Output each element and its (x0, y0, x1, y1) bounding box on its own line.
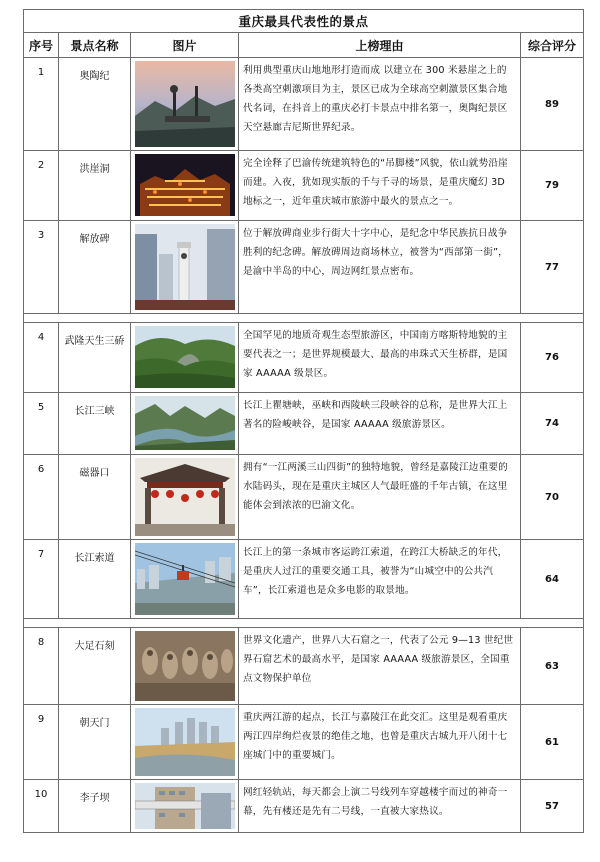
score-value: 89 (521, 58, 584, 151)
table-row (24, 393, 584, 455)
row-number: 9 (24, 705, 59, 780)
header-score: 综合评分 (521, 33, 584, 58)
table-row (24, 323, 584, 393)
score-value: 79 (521, 151, 584, 221)
header-num: 序号 (24, 33, 59, 58)
table-row (24, 455, 584, 540)
row-number: 6 (24, 455, 59, 540)
score-value: 70 (521, 455, 584, 540)
table-row (24, 540, 584, 619)
attraction-name: 解放碑 (59, 221, 131, 314)
score-value: 76 (521, 323, 584, 393)
reason-text: 全国罕见的地质奇观生态型旅游区，中国南方喀斯特地貌的主要代表之一；是世界规模最大、最高的串珠式天生桥群，是国家 AAAAA 级景区。 (239, 323, 521, 393)
reason-text: 拥有“一江两溪三山四街”的独特地貌，曾经是嘉陵江边重要的水陆码头，现在是重庆主城区人气最旺盛的千年古镇，在这里能体会到浓浓的巴渝文化。 (239, 455, 521, 540)
table-row (24, 705, 584, 780)
row-number: 4 (24, 323, 59, 393)
table-row (24, 151, 584, 221)
chaotianmen-photo (135, 708, 235, 776)
attraction-name: 朝天门 (59, 705, 131, 780)
table-row (24, 628, 584, 705)
three-gorges-photo (135, 396, 235, 450)
section-gap (24, 314, 584, 323)
reason-text: 网红轻轨站，每天都会上演二号线列车穿越楼宇而过的神奇一幕，先有楼还是先有二号线，一直被大家热议。 (239, 780, 521, 833)
row-number: 1 (24, 58, 59, 151)
table-row (24, 780, 584, 833)
dazu-rock-carvings-photo (135, 631, 235, 701)
attraction-name: 奥陶纪 (59, 58, 131, 151)
liziba-monorail-photo (135, 783, 235, 829)
reason-text: 世界文化遗产，世界八大石窟之一，代表了公元 9—13 世纪世界石窟艺术的最高水平，是国家 AAAAA 级旅游景区，全国重点文物保护单位 (239, 628, 521, 705)
header-pic: 图片 (131, 33, 239, 58)
row-number: 3 (24, 221, 59, 314)
jiefangbei-photo (135, 224, 235, 310)
attraction-name: 长江三峡 (59, 393, 131, 455)
ordovician-park-photo (135, 61, 235, 147)
header-reason: 上榜理由 (239, 33, 521, 58)
table-row (24, 221, 584, 314)
score-value: 63 (521, 628, 584, 705)
score-value: 77 (521, 221, 584, 314)
table-row (24, 58, 584, 151)
attraction-name: 大足石刻 (59, 628, 131, 705)
hongyadong-night-photo (135, 154, 235, 216)
attraction-name: 长江索道 (59, 540, 131, 619)
row-number: 8 (24, 628, 59, 705)
reason-text: 位于解放碑商业步行街大十字中心，是纪念中华民族抗日战争胜利的纪念碑。解放碑周边商场林立，被誉为“西部第一街”，是渝中半岛的中心，周边网红景点密布。 (239, 221, 521, 314)
reason-text: 完全诠释了巴渝传统建筑特色的“吊脚楼”风貌，依山就势沿崖而建。入夜，犹如现实版的千与千寻的场景，是重庆魔幻 3D 地标之一，近年重庆城市旅游中最火的景点之一。 (239, 151, 521, 221)
row-number: 7 (24, 540, 59, 619)
row-number: 2 (24, 151, 59, 221)
reason-text: 利用典型重庆山地地形打造而成 以建立在 300 米悬崖之上的各类高空刺激项目为主，景区已成为全球高空刺激景区集合地代名词，在抖音上的重庆必打卡景点中排名第一，奥陶纪景区天空悬廊吉尼斯世界纪录。 (239, 58, 521, 151)
score-value: 61 (521, 705, 584, 780)
attraction-name: 洪崖洞 (59, 151, 131, 221)
ciqikou-photo (135, 458, 235, 536)
table-title: 重庆最具代表性的景点 (24, 10, 584, 33)
header-name: 景点名称 (59, 33, 131, 58)
reason-text: 重庆两江游的起点，长江与嘉陵江在此交汇。这里是观看重庆两江四岸绚烂夜景的绝佳之地，也曾是重庆古城九开八闭十七座城门中的重要城门。 (239, 705, 521, 780)
reason-text: 长江上的第一条城市客运跨江索道，在跨江大桥缺乏的年代，是重庆人过江的重要交通工具，被誉为“山城空中的公共汽车”，长江索道也是众多电影的取景地。 (239, 540, 521, 619)
score-value: 64 (521, 540, 584, 619)
attraction-name: 磁器口 (59, 455, 131, 540)
attractions-table (23, 9, 584, 833)
score-value: 74 (521, 393, 584, 455)
header-row (24, 33, 584, 58)
yangtze-cableway-photo (135, 543, 235, 615)
attraction-name: 武隆天生三硚 (59, 323, 131, 393)
attraction-name: 李子坝 (59, 780, 131, 833)
score-value: 57 (521, 780, 584, 833)
row-number: 10 (24, 780, 59, 833)
reason-text: 长江上瞿塘峡，巫峡和西陵峡三段峡谷的总称，是世界大江上著名的险峻峡谷，是国家 AAAAA 级旅游景区。 (239, 393, 521, 455)
row-number: 5 (24, 393, 59, 455)
wulong-bridges-photo (135, 326, 235, 388)
section-gap (24, 619, 584, 628)
